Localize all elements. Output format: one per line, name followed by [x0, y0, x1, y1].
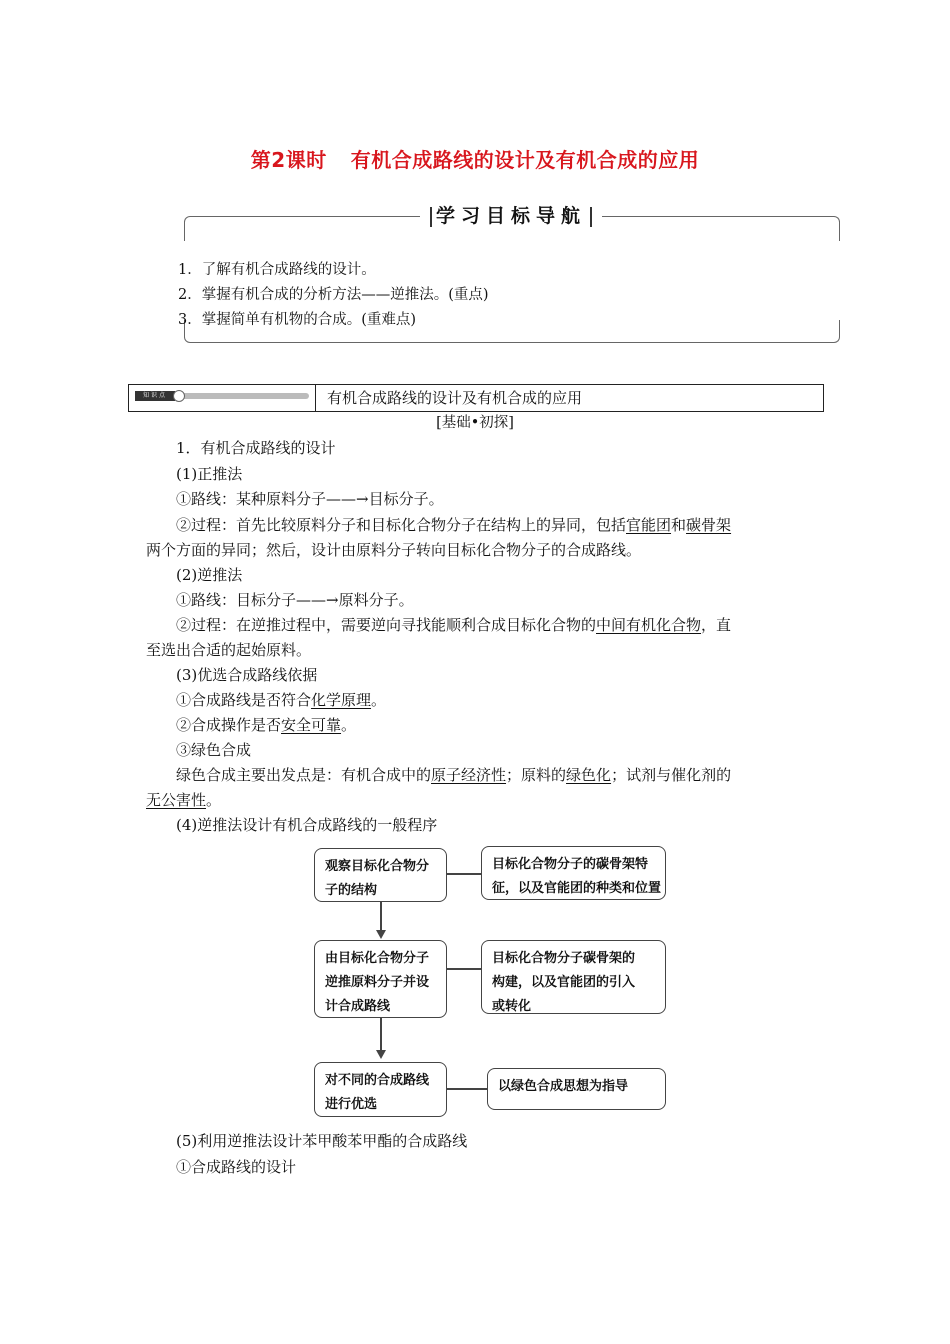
arrow-down-icon [376, 930, 386, 939]
paragraph: ①路线：目标分子——→原料分子。 [176, 591, 414, 609]
badge-circle-icon [173, 390, 185, 402]
paragraph: 至选出合适的起始原料。 [146, 641, 312, 659]
keyword-carbon-skeleton: 碳骨架 [686, 516, 732, 534]
subheading: (3)优选合成路线依据 [176, 666, 318, 684]
paragraph: 绿色合成主要出发点是：有机合成中的原子经济性；原料的绿色化；试剂与催化剂的 [176, 766, 732, 784]
flow-step-reverse: 由目标化合物分子 逆推原料分子并设 计合成路线 [314, 940, 447, 1018]
flow-step-observe: 观察目标化合物分 子的结构 [314, 848, 447, 902]
arrow-line [380, 902, 382, 932]
connector [447, 968, 482, 970]
goal-item: 3．掌握简单有机物的合成。(重难点) [178, 312, 417, 328]
knowledge-point-box [128, 384, 824, 412]
connector [447, 1088, 487, 1090]
keyword-greening: 绿色化 [566, 766, 612, 784]
paragraph: ①合成路线的设计 [176, 1158, 297, 1176]
flow-note-construction: 目标化合物分子碳骨架的 构建，以及官能团的引入 或转化 [481, 940, 666, 1014]
badge-track [175, 393, 309, 399]
subheading: (1)正推法 [176, 465, 243, 483]
page-title [0, 144, 950, 173]
subheading: (2)逆推法 [176, 566, 243, 584]
paragraph: ③绿色合成 [176, 741, 252, 759]
header-left-bar [430, 207, 432, 227]
knowledge-point-title: 有机合成路线的设计及有机合成的应用 [327, 389, 583, 407]
arrow-line [380, 1018, 382, 1052]
keyword-functional-group: 官能团 [626, 516, 672, 534]
flow-step-optimize: 对不同的合成路线 进行优选 [314, 1062, 447, 1117]
header-right-bar [590, 207, 592, 227]
lesson-number: 第2课时 [250, 148, 327, 172]
paragraph: ②过程：首先比较原料分子和目标化合物分子在结构上的异同，包括官能团和碳骨架 [176, 516, 732, 534]
arrow-down-icon [376, 1050, 386, 1059]
divider [315, 385, 316, 411]
learning-goals-header: 学习目标导航 [420, 203, 602, 229]
paragraph: 无公害性。 [146, 791, 222, 809]
flow-note-skeleton: 目标化合物分子的碳骨架特 征，以及官能团的种类和位置 [481, 846, 666, 900]
paragraph: ①合成路线是否符合化学原理。 [176, 691, 387, 709]
flow-note-green: 以绿色合成思想为指导 [487, 1068, 666, 1110]
keyword-intermediate: 中间有机化合物 [596, 616, 702, 634]
subheading: (5)利用逆推法设计苯甲酸苯甲酯的合成路线 [176, 1132, 468, 1150]
paragraph: ②合成操作是否安全可靠。 [176, 716, 357, 734]
keyword-safe-reliable: 安全可靠 [281, 716, 342, 734]
connector [447, 873, 482, 875]
subheading: (4)逆推法设计有机合成路线的一般程序 [176, 816, 438, 834]
section-heading: 1．有机合成路线的设计 [176, 439, 336, 457]
lesson-topic: 有机合成路线的设计及有机合成的应用 [350, 148, 700, 172]
paragraph: ①路线：某种原料分子——→目标分子。 [176, 490, 444, 508]
paragraph: 两个方面的异同；然后，设计由原料分子转向目标化合物分子的合成路线。 [146, 541, 642, 559]
knowledge-point-badge [135, 389, 311, 403]
badge-label: 知识点 [135, 391, 175, 401]
goal-item: 1．了解有机合成路线的设计。 [178, 262, 376, 278]
keyword-chemical-principle: 化学原理 [311, 691, 372, 709]
goal-item: 2．掌握有机合成的分析方法——逆推法。(重点) [178, 287, 489, 303]
keyword-harmless: 无公害性 [146, 791, 207, 809]
section-tag: [基础•初探] [436, 415, 514, 431]
keyword-atom-economy: 原子经济性 [431, 766, 507, 784]
paragraph: ②过程：在逆推过程中，需要逆向寻找能顺利合成目标化合物的中间有机化合物，直 [176, 616, 732, 634]
